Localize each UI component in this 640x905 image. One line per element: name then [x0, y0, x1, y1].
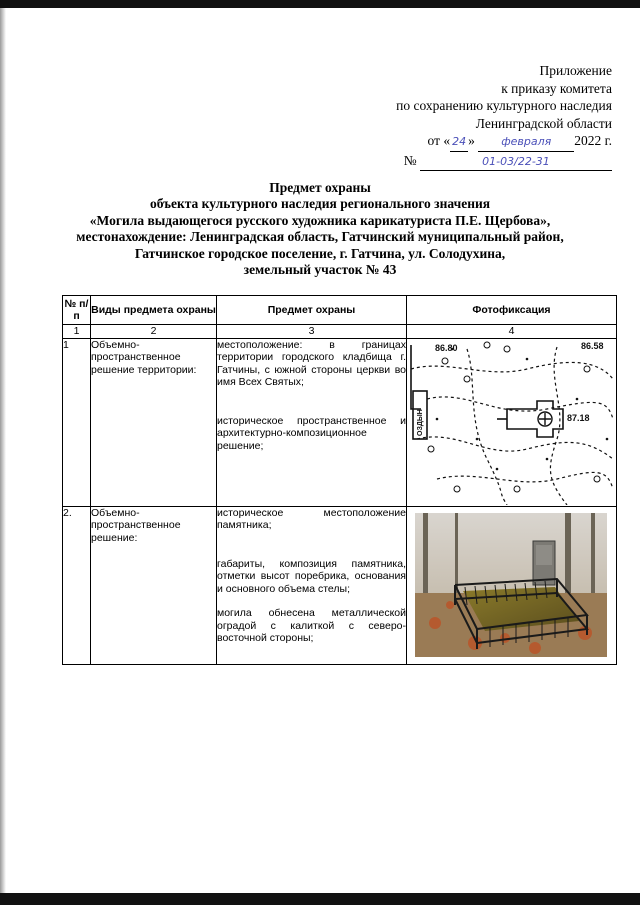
- subject-item: историческое пространственное и архитектурно-композиционное решение;: [217, 414, 406, 452]
- map-label: 86.80: [435, 342, 458, 353]
- row-num: 2.: [63, 506, 91, 664]
- protection-table: [62, 295, 617, 665]
- table-index-row: [63, 325, 617, 339]
- row-num: 1: [63, 338, 91, 506]
- annex-number-line: [322, 152, 612, 172]
- title-line4: местонахождение: Ленинградская область, Гатчинский муниципальный район,: [76, 229, 564, 245]
- map-label: 87.18: [567, 412, 590, 423]
- cadastral-map: [407, 339, 615, 505]
- annex-line4: Ленинградской области: [475, 115, 612, 131]
- header-num: № п/п: [63, 296, 91, 325]
- date-mid: »: [468, 133, 475, 148]
- index-cell: 2: [91, 325, 217, 339]
- scan-left-edge: [0, 8, 6, 893]
- subject-item: габариты, композиция памятника, отметки высот поребрика, основания и основного объема стелы;: [217, 557, 406, 595]
- title-line5: Гатчинское городское поселение, г. Гатчина, ул. Солодухина,: [134, 245, 506, 261]
- title-line3: «Могила выдающегося русского художника карикатуриста П.Е. Щербова»,: [89, 212, 551, 228]
- index-cell: 3: [217, 325, 407, 339]
- table-row: [63, 506, 617, 664]
- map-label: 86.58: [581, 340, 604, 351]
- scan-bottom-edge: [0, 893, 640, 905]
- table-row: [63, 338, 617, 506]
- title-line1: Предмет охраны: [269, 180, 371, 195]
- date-prefix: от «: [427, 133, 451, 148]
- annex-line2: к приказу комитета: [501, 80, 612, 96]
- index-cell: 1: [63, 325, 91, 339]
- header-photo: Фотофиксация: [407, 296, 617, 325]
- subject-item: историческое местоположение памятника;: [217, 506, 406, 531]
- table-header-row: [63, 296, 617, 325]
- index-cell: 4: [407, 325, 617, 339]
- date-day: 24: [452, 135, 467, 148]
- date-year: 2022 г.: [574, 133, 612, 148]
- num-value: 01-03/22-31: [482, 154, 550, 168]
- date-month: февраля: [501, 135, 552, 148]
- annex-line3: по сохранению культурного наследия: [396, 98, 612, 113]
- document-title: [30, 180, 610, 278]
- photo-cell-grave: [407, 506, 617, 664]
- title-line6: земельный участок № 43: [243, 262, 397, 278]
- row-kind: Объемно-пространственное решение территории:: [91, 338, 217, 506]
- header-subject: Предмет охраны: [217, 296, 407, 325]
- row-subject: [217, 506, 407, 664]
- subject-item: могила обнесена металлической оградой с калиткой с северо-восточной стороны;: [217, 607, 406, 644]
- annex-date-line: [322, 132, 612, 152]
- grave-photo: [415, 513, 607, 657]
- row-kind: Объемно-пространственное решение:: [91, 506, 217, 664]
- num-prefix: №: [403, 152, 417, 168]
- scan-top-edge: [0, 0, 640, 8]
- annex-line1: Приложение: [539, 63, 612, 78]
- row-subject: [217, 338, 407, 506]
- subject-item: местоположение: в границах территории городского кладбища г. Гатчины, с южной стороны церкви во имя Всех Святых;: [217, 338, 406, 388]
- annex-block: [322, 62, 612, 171]
- title-line2: объекта культурного наследия регионального значения: [149, 196, 491, 212]
- header-kind: Виды предмета охраны: [91, 296, 217, 325]
- map-label: ОЗДЫН: [417, 408, 424, 436]
- photo-cell-map: [407, 338, 617, 506]
